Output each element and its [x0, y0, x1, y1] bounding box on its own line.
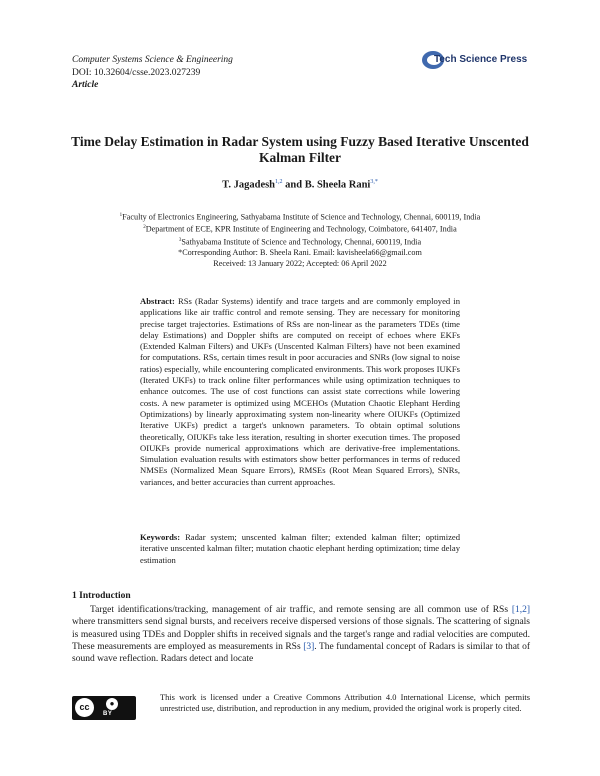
body-text-segment: where transmitters send signal bursts, and receivers receive dispersed versions of those signals. The scattering of signals is measured using TDEs and Doppler shifts in received signals and the target's range and radial velocities are computed. These measurements are employed as measurements in RSs: [72, 617, 530, 652]
affiliation-number: 3: [178, 237, 182, 243]
citation-link[interactable]: [1,2]: [511, 605, 531, 615]
received-accepted-dates: Received: 13 January 2022; Accepted: 06 April 2022: [213, 258, 387, 268]
article-type: Article: [72, 80, 99, 90]
publisher-name: Tech Science Press: [434, 54, 528, 65]
author-name: T. Jagadesh: [222, 179, 276, 191]
author-name: B. Sheela Rani: [304, 179, 371, 191]
introduction-paragraph: [72, 604, 530, 665]
author-list: [0, 179, 600, 191]
author-conjunction: and: [285, 179, 303, 191]
abstract-label: Abstract:: [140, 296, 175, 306]
abstract: [140, 296, 460, 488]
journal-header: [72, 54, 233, 92]
keywords-label: Keywords:: [140, 532, 181, 542]
corresponding-author: *Corresponding Author: B. Sheela Rani. Email: kavisheela66@gmail.com: [178, 247, 422, 257]
affiliation-number: 1: [119, 213, 123, 218]
by-label: BY: [103, 711, 113, 717]
affiliation-line: [100, 211, 500, 223]
author-affiliation-ref[interactable]: 3,*: [370, 179, 378, 185]
person-icon: ●: [106, 698, 118, 710]
body-text-segment: . The fundamental concept of Radars is similar to that of sound wave reflection. Radars detect and locate: [72, 641, 530, 665]
cc-by-license-badge[interactable]: [72, 696, 136, 720]
affiliation-number: 2: [143, 225, 146, 231]
body-text-segment: Target identifications/tracking, management of air traffic, and remote sensing are all common use of RSs: [90, 605, 509, 615]
abstract-text: RSs (Radar Systems) identify and trace targets and are commonly employed in applications like air traffic control and remote sensing. They are necessary for monitoring precise target trajectories. Estimations of RSs are non-linear as the parameters TDEs (time delay Estimations) and Doppler shifts are computed on receipt of echoes where EKFs (Extended Kalman Filters) and UKFs (Unscented Kalman Filters) have not been examined for computations. RSs, certain times result in poor accuracies and SNRs (low signal to noise ratios) especially, while encountering complicated environments. This work proposes IUKFs (Iterated UKFs) to track online filter performances while using optimization techniques to enhance outcomes. The use of cost functions can assist state corrections while lowering costs. A new parameter is optimized using MCEHOs (Mutation Chaotic Elephant Herding Optimizations) by linearly approximating system non-linearity where OIUKFs (Optimized Iterative UKFs) predict a target's unknown parameters. To obtain optimal solutions theoretically, OIUKFs take less iteration, resulting in shorter execution times. The proposed OIUKFs provide numerical approximations which are derivative-free implementations. Simulation evaluation results with estimators show better performances in terms of reduced NMSEs (Normalized Mean Square Errors), RMSEs (Root Mean Squared Errors), SNRs, variances, and better accuracies than current approaches.: [140, 296, 460, 487]
license-text: This work is licensed under a Creative Commons Attribution 4.0 International License, which permits unrestricted use, distribution, and reproduction in any medium, provided the original work is properly cited.: [160, 693, 530, 713]
keywords: [140, 532, 460, 566]
author-affiliation-ref[interactable]: 1,2: [275, 179, 283, 185]
affiliation-line: [100, 223, 500, 235]
cc-icon: cc: [75, 698, 94, 717]
affiliation-line: [100, 236, 500, 248]
citation-link[interactable]: [3]: [303, 641, 315, 652]
journal-name: Computer Systems Science & Engineering: [72, 55, 233, 65]
keywords-text: Radar system; unscented kalman filter; extended kalman filter; optimized iterative unscented kalman filter; mutation chaotic elephant herding optimization; time delay estimation: [140, 532, 461, 565]
doi[interactable]: DOI: 10.32604/csse.2023.027239: [72, 67, 201, 78]
publisher-logo: [422, 50, 532, 70]
affiliation-text: Sathyabama Institute of Science and Technology, Chennai, 600119, India: [181, 237, 422, 247]
section-heading: 1 Introduction: [72, 591, 131, 601]
paper-title: Time Delay Estimation in Radar System using Fuzzy Based Iterative Unscented Kalman Filter: [71, 134, 529, 165]
affiliations: [100, 211, 500, 269]
affiliation-text: Department of ECE, KPR Institute of Engineering and Technology, Coimbatore, 641407, India: [145, 225, 457, 235]
affiliation-text: Faculty of Electronics Engineering, Sathyabama Institute of Science and Technology, Chennai, 600119, India: [122, 212, 481, 222]
